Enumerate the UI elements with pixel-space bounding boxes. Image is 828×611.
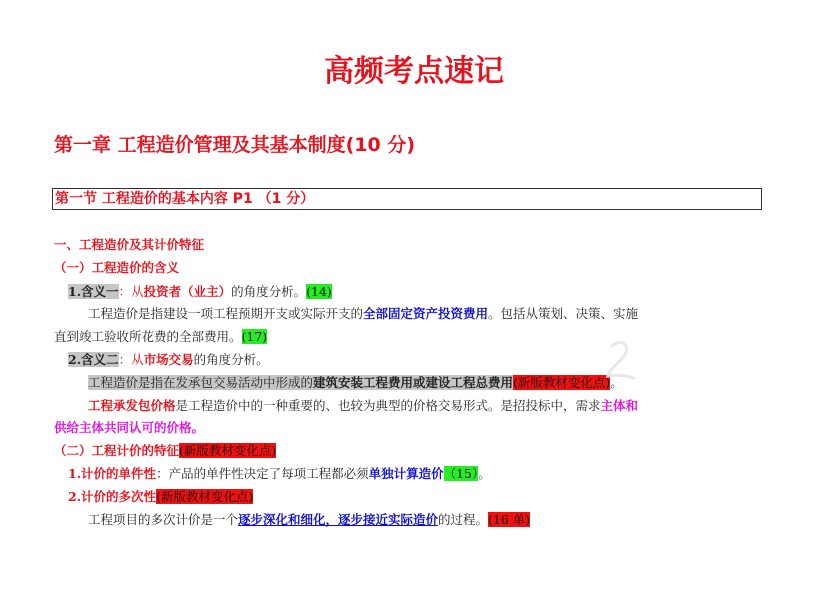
definition-one-label: 1.含义一 xyxy=(68,284,119,299)
definition-one-body-line2 xyxy=(54,328,267,346)
exam-tag: (17) xyxy=(241,329,268,344)
body-text: 工程造价是指建设一项工程预期开支或实际开支的 xyxy=(88,306,364,321)
definition-two-label: 2.含义二 xyxy=(68,352,119,367)
heading-level-1: 一、工程造价及其计价特征 xyxy=(54,237,205,252)
feature-two-label: 2.计价的多次性 xyxy=(68,489,157,504)
definition-two-colon: ：从 xyxy=(118,352,144,367)
definition-two xyxy=(68,351,269,369)
exam-tag: (16 单) xyxy=(488,512,531,527)
definition-one-keyword: 投资者（业主） xyxy=(143,284,232,299)
exam-tag: （15） xyxy=(443,466,479,481)
exam-tag: (14) xyxy=(306,284,332,299)
page-title: 高频考点速记 xyxy=(324,54,504,89)
feature-one xyxy=(68,465,491,483)
heading-level-2 xyxy=(54,442,276,460)
body-text: 工程造价是指在发承包交易活动中形成的 xyxy=(88,375,314,390)
heading-text: （二）工程计价的特征 xyxy=(54,443,180,458)
heading-level-2: （一）工程造价的含义 xyxy=(54,260,180,275)
definition-one-colon: ：从 xyxy=(118,284,144,299)
keyword-blue: 全部固定资产投资费用 xyxy=(363,306,489,321)
feature-one-label: 1.计价的单件性 xyxy=(68,466,157,481)
body-text: 的过程。 xyxy=(438,512,489,527)
keyword-bold: 建筑安装工程费用或建设工程总费用 xyxy=(313,375,514,390)
feature-two-body xyxy=(88,511,530,529)
change-tag: (新版教材变化点) xyxy=(179,443,277,458)
definition-one-body-line1 xyxy=(88,305,638,323)
body-text: 是工程造价中的一种重要的、也较为典型的价格交易形式。是招投标中，需求 xyxy=(175,398,601,413)
feature-two xyxy=(68,488,253,506)
body-text: 直到竣工验收所花费的全部费用。 xyxy=(54,329,242,344)
definition-two-body xyxy=(88,374,623,392)
definition-two-rest: 的角度分析。 xyxy=(193,352,269,367)
chapter-heading: 第一章 工程造价管理及其基本制度(10 分) xyxy=(54,134,416,156)
change-tag: (新版教材变化点) xyxy=(513,375,611,390)
change-tag: (新版教材变化点) xyxy=(156,489,254,504)
keyword-blue: 单独计算造价 xyxy=(368,466,444,481)
section-heading: 第一节 工程造价的基本内容 P1 （1 分） xyxy=(52,188,762,210)
body-text: 。 xyxy=(478,466,491,481)
keyword-red: 工程承发包价格 xyxy=(88,398,176,413)
body-text: 。包括从策划、决策、实施 xyxy=(488,306,639,321)
definition-two-body2-line1 xyxy=(88,397,638,415)
definition-two-keyword: 市场交易 xyxy=(143,352,194,367)
body-text: ：产品的单件性决定了每项工程都必须 xyxy=(156,466,369,481)
definition-two-body2-line2 xyxy=(54,419,204,437)
definition-one xyxy=(68,283,332,301)
keyword-magenta: 主体和 xyxy=(600,398,639,413)
body-text: 。 xyxy=(610,375,623,390)
watermark-icon xyxy=(598,336,638,382)
body-text: 工程项目的多次计价是一个 xyxy=(88,512,239,527)
definition-one-rest: 的角度分析。 xyxy=(231,284,307,299)
keyword-blue-underlined: 逐步深化和细化，逐步接近实际造价 xyxy=(238,512,439,527)
keyword-magenta: 供给主体共同认可的价格。 xyxy=(54,420,205,435)
